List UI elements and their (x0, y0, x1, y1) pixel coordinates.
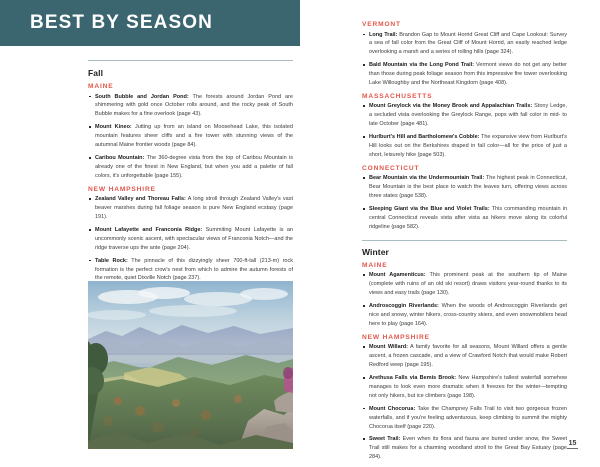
entry-title: Hurlburt's Hill and Bartholomew's Cobble: (369, 134, 480, 141)
state-heading-new-hampshire: NEW HAMPSHIRE (88, 185, 156, 193)
page-number (567, 440, 578, 450)
entry-body: The forests around Jordan Pond are shimmering with gold once October rolls around, and the rocky peak of South Bubble makes for a fine overlook (page 43). (95, 93, 293, 118)
entry-body: Brandon Gap to Mount Horrid Great Cliff and Cape Lookout: Survey a sea of fall color from the Great Cliff of Mount Horrid, an easily reached ledge overlooking a marsh and a series of rolling hills (page 324). (369, 31, 567, 56)
entry-title: Mount Willard: (369, 344, 408, 351)
page-number-rule (567, 448, 578, 449)
section-divider-top (88, 60, 293, 61)
list-item (88, 195, 293, 222)
state-heading-maine-winter: MAINE (362, 261, 388, 269)
entry-list-maine-fall (88, 93, 293, 181)
list-item (88, 226, 293, 253)
entry-title: Arethusa Falls via Bemis Brook: (369, 374, 457, 381)
left-column (88, 60, 293, 299)
state-heading-connecticut: CONNECTICUT (362, 164, 420, 172)
entry-body: Jutting up from an island on Moosehead Lake, this isolated mountain features sheer cliffs and a fire tower with stunning views of the autumnal Maine frontier woods (page 84). (95, 124, 293, 149)
entry-list-new-hampshire-winter (362, 343, 567, 462)
list-item (362, 405, 567, 432)
entry-list-maine-winter (362, 271, 567, 328)
entry-title: South Bubble and Jordan Pond: (95, 93, 189, 100)
entry-body: A family favorite for all seasons, Mount Willard offers a gentle ascent, a frozen cascade, and a view of Crawford Notch that would make Robert Redford weep (page 195). (369, 344, 567, 369)
photo-illustration (88, 281, 293, 449)
entry-list-massachusetts-fall (362, 102, 567, 159)
list-item (362, 205, 567, 232)
season-heading-fall: Fall (88, 68, 104, 78)
entry-list-vermont-fall (362, 31, 567, 88)
list-item (88, 154, 293, 181)
list-item (362, 302, 567, 329)
entry-body: The pinnacle of this dizzyingly sheer 700-ft-tall (213-m) rock formation is the perfect crow's nest from which to admire the autumn forests of the remote, quiet Dixville Notch (page 237). (95, 257, 293, 282)
page-header-banner (0, 0, 300, 46)
entry-title: Mount Agamenticus: (369, 272, 426, 279)
list-item (88, 123, 293, 150)
entry-title: Mount Lafayette and Franconia Ridge: (95, 226, 203, 233)
state-heading-massachusetts: MASSACHUSETTS (362, 92, 433, 100)
entry-body: This prominent peak at the southern tip of Maine (complete with ruins of an old ski resort) draws visitors year-round thanks to its views and easy trails (page 130). (369, 272, 567, 297)
entry-title: Mount Greylock via the Money Brook and Appalachian Trails: (369, 103, 533, 110)
list-item (362, 133, 567, 160)
list-item (362, 374, 567, 401)
landscape-photo (88, 281, 293, 449)
state-heading-new-hampshire-winter: NEW HAMPSHIRE (362, 333, 430, 341)
entry-title: Zealand Valley and Thoreau Falls: (95, 196, 186, 203)
entry-title: Long Trail: (369, 31, 398, 38)
entry-body: New Hampshire's tallest waterfall somehow manages to look even more dramatic when it freezes for the winter—tempting not only hikers, but ice climbers (page 198). (369, 374, 567, 399)
entry-title: Bald Mountain via the Long Pond Trail: (369, 62, 474, 69)
entry-body: Even when its flora and fauna are buried under snow, the Sweet Trail still makes for a charming woodland stroll to the Great Bay Estuary (page 284). (369, 436, 567, 461)
list-item (362, 174, 567, 201)
entry-body: A long stroll through Zealand Valley's vast beaver marshes during fall foliage season is pure New England ecstasy (page 191). (95, 196, 293, 220)
entry-body: Stony Ledge, a secluded vista overlooking the Greylock Range, pops with fall color in mid- to late October (page 481). (369, 103, 567, 128)
entry-body: The highest peak in Connecticut, Bear Mountain is the best place to watch the leaves turn, offering views across three states (page 538). (369, 175, 567, 200)
entry-body: Take the Champney Falls Trail to visit two gorgeous frozen waterfalls, and if you're feeling adventurous, keep climbing to summit the mighty Chocorua itself (page 220). (369, 405, 567, 430)
entry-body: When the woods of Androscoggin Riverlands get nice and snowy, winter hikers, cross-country skiers, and even snowmobilers head here to play (page 164). (369, 303, 568, 327)
entry-list-connecticut-fall (362, 174, 567, 231)
list-item (362, 102, 567, 129)
entry-title: Bear Mountain via the Undermountain Trail: (369, 175, 485, 182)
list-item (88, 257, 293, 284)
season-heading-winter: Winter (362, 246, 389, 257)
list-item (362, 271, 567, 298)
state-heading-maine: MAINE (88, 83, 114, 90)
entry-title: Mount Kineo: (95, 124, 132, 131)
entry-title: Mount Chocorua: (369, 405, 416, 412)
list-item (88, 93, 293, 120)
right-column (362, 16, 567, 466)
entry-body: Vermont views do not get any better than those during peak foliage season from this impressive fire tower overlooking Lake Willoughby and the Northeast Kingdom (page 408). (369, 62, 568, 87)
section-divider-winter (362, 240, 567, 241)
entry-list-new-hampshire-fall (88, 195, 293, 283)
entry-title: Caribou Mountain: (95, 154, 145, 161)
entry-title: Sweet Trail: (369, 436, 401, 443)
state-heading-vermont: VERMONT (362, 21, 401, 28)
page-title: BEST BY SEASON (30, 12, 213, 33)
entry-body: The 360-degree vista from the top of Caribou Mountain is already one of the finest in New England, but when you add a palette of fall colors, it's unforgettable (page 155). (95, 154, 293, 179)
list-item (362, 343, 567, 370)
entry-title: Table Rock: (95, 257, 128, 264)
entry-body: This commanding mountain in central Connecticut reveals vista after vista as hikers move along its colorful ridgeline (page 582). (369, 206, 568, 230)
list-item (362, 435, 567, 462)
entry-body: Summiting Mount Lafayette is an uncommonly scenic ascent, with spectacular views of Franconia Notch—and the ridge traverse ups the ante (page 204). (95, 226, 293, 251)
entry-body: The expansive view from Hurlburt's Hill looks out on the Berkshires draped in fall color—all for the price of just a short, leisurely hike (page 503). (369, 134, 567, 158)
entry-title: Sleeping Giant via the Blue and Violet Trails: (369, 206, 490, 213)
list-item (362, 61, 567, 88)
page-number-value: 15 (568, 439, 577, 447)
list-item (362, 31, 567, 58)
entry-title: Androscoggin Riverlands: (369, 303, 439, 310)
